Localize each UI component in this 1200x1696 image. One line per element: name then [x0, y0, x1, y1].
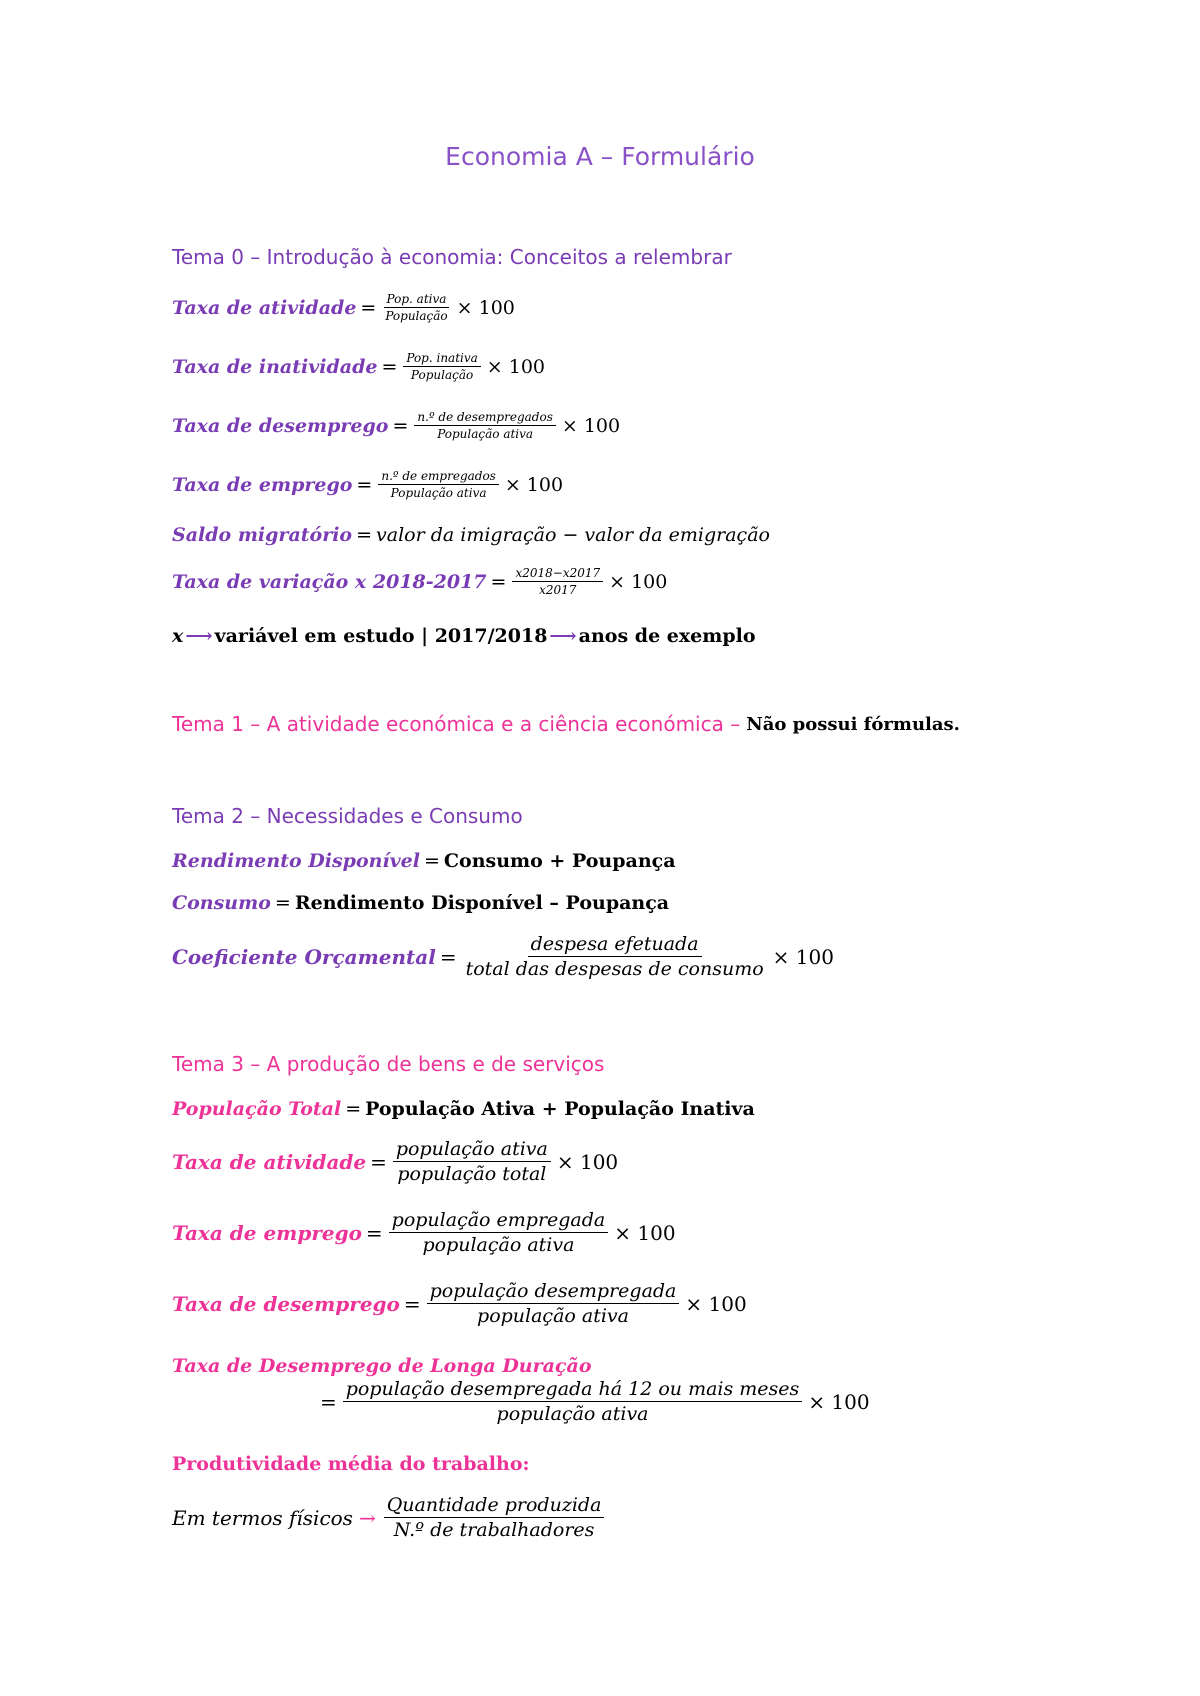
- formula-taxa-desemprego-t3: Taxa de desemprego = $\frac{\text{população desempregada}}{\text{população ativa}}$ × 100: [172, 1280, 747, 1327]
- formula-taxa-emprego-t3: Taxa de emprego = $\frac{\text{população empregada}}{\text{população ativa}}$ × 100: [172, 1209, 676, 1256]
- fraction: $\frac{\text{população empregada}}{\text{população ativa}}$: [389, 1209, 609, 1256]
- arrow-right-icon: ⟶: [185, 625, 213, 647]
- formula-label: Taxa de atividade: [172, 1149, 367, 1174]
- formula-label: Taxa de emprego: [172, 473, 353, 496]
- formula-label: Taxa de inatividade: [172, 355, 378, 378]
- formula-populacao-total: População Total = População Ativa + População Inativa: [172, 1098, 755, 1120]
- formula-label: Taxa de atividade: [172, 296, 357, 319]
- formula-label: Em termos físicos: [172, 1505, 353, 1530]
- formula-saldo-migratorio: Saldo migratório = valor da imigração − valor da emigração: [172, 524, 770, 546]
- tema1-heading: Tema 1 – A atividade económica e a ciência económica –: [172, 712, 741, 736]
- formula-label: Taxa de desemprego: [172, 1291, 400, 1316]
- formula-label: Consumo: [172, 892, 271, 914]
- formula-label: Saldo migratório: [172, 524, 353, 546]
- fraction: $\frac{x2018-x2017}{x2017}$: [512, 566, 603, 597]
- produtividade-heading: Produtividade média do trabalho:: [172, 1453, 530, 1475]
- formula-label-longa-duracao: Taxa de Desemprego de Longa Duração: [172, 1355, 592, 1377]
- formula-taxa-emprego: Taxa de emprego = $\frac{\text{n.º de empregados}}{\text{População ativa}}$ × 100: [172, 469, 564, 500]
- formula-taxa-desemprego: Taxa de desemprego = $\frac{\text{n.º de desempregados}}{\text{População ativa}}$ × 100: [172, 410, 621, 441]
- formula-taxa-longa-duracao: = $\frac{\text{população desempregada há 12 ou mais meses}}{\text{população ativa}}$ × 100: [320, 1378, 870, 1425]
- formula-consumo: Consumo = Rendimento Disponível – Poupança: [172, 892, 670, 914]
- tema1-note: Não possui fórmulas.: [746, 713, 960, 735]
- arrow-right-icon: →: [358, 1505, 376, 1530]
- formula-taxa-variacao: Taxa de variação x 2018-2017 = $\frac{x2018-x2017}{x2017}$ × 100: [172, 566, 668, 597]
- fraction: $\frac{\text{Pop. inativa}}{\text{População}}$: [403, 351, 480, 382]
- fraction: $\frac{\text{n.º de desempregados}}{\text{População ativa}}$: [414, 410, 555, 441]
- fraction: $\frac{\text{despesa efetuada}}{\text{total das despesas de consumo}}$: [465, 933, 764, 980]
- arrow-right-icon: ⟶: [549, 625, 577, 647]
- formula-label: População Total: [172, 1098, 342, 1120]
- tema1-heading-row: [172, 712, 960, 736]
- fraction: $\frac{\text{n.º de empregados}}{\text{População ativa}}$: [378, 469, 499, 500]
- formula-produtividade-fisica: [172, 1494, 606, 1541]
- formula-label: Taxa de desemprego: [172, 414, 389, 437]
- fraction: $\frac{\text{Pop. ativa}}{\text{População}}$: [385, 292, 448, 323]
- fraction: $\frac{\text{Quantidade produzida}}{\text{N.º de trabalhadores}}$: [384, 1494, 605, 1541]
- formula-coeficiente-orcamental: Coeficiente Orçamental = $\frac{\text{despesa efetuada}}{\text{total das despesas de consumo}}$ × 100: [172, 933, 834, 980]
- variable-note: x ⟶ variável em estudo | 2017/2018 ⟶ anos de exemplo: [172, 625, 756, 647]
- formula-label: Coeficiente Orçamental: [172, 944, 436, 969]
- tema3-heading: Tema 3 – A produção de bens e de serviços: [172, 1052, 605, 1076]
- formula-label: Taxa de variação x 2018-2017: [172, 570, 487, 593]
- tema2-heading: Tema 2 – Necessidades e Consumo: [172, 804, 523, 828]
- fraction: $\frac{\text{população desempregada há 12 ou mais meses}}{\text{população ativa}}$: [343, 1378, 803, 1425]
- formula-taxa-atividade-t3: Taxa de atividade = $\frac{\text{população ativa}}{\text{população total}}$ × 100: [172, 1138, 619, 1185]
- formula-taxa-atividade: Taxa de atividade = $\frac{\text{Pop. ativa}}{\text{População}}$ × 100: [172, 292, 515, 323]
- fraction: $\frac{\text{população ativa}}{\text{população total}}$: [393, 1138, 551, 1185]
- formula-label: Taxa de emprego: [172, 1220, 362, 1245]
- tema0-heading: Tema 0 – Introdução à economia: Conceitos a relembrar: [172, 245, 732, 269]
- formula-rendimento-disponivel: Rendimento Disponível = Consumo + Poupança: [172, 850, 676, 872]
- document-title: Economia A – Formulário: [445, 142, 755, 171]
- fraction: $\frac{\text{população desempregada}}{\text{população ativa}}$: [427, 1280, 680, 1327]
- formula-taxa-inatividade: Taxa de inatividade = $\frac{\text{Pop. inativa}}{\text{População}}$ × 100: [172, 351, 546, 382]
- formula-label: Rendimento Disponível: [172, 850, 420, 872]
